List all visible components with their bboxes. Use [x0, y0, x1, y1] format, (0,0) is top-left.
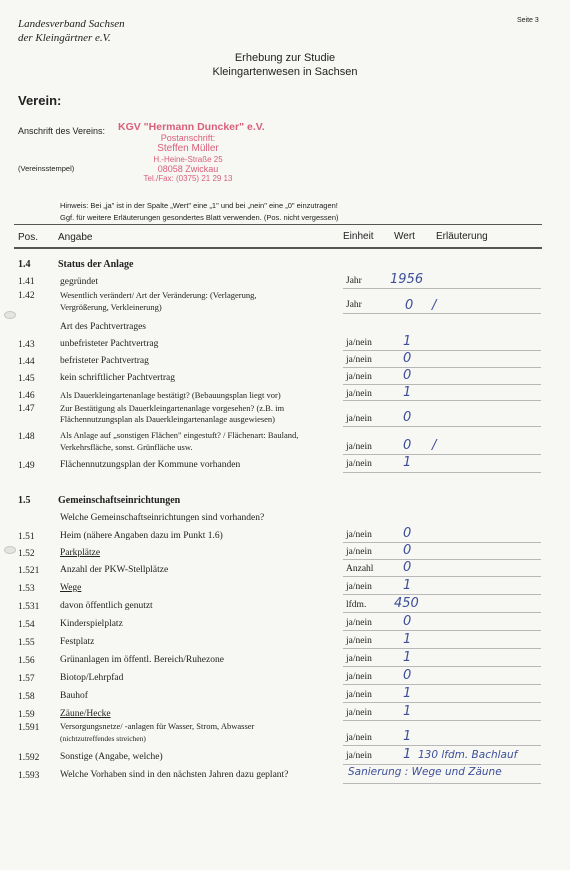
row-line [343, 630, 541, 631]
column-header-erlaeuterung: Erläuterung [436, 231, 488, 242]
page-number: Seite 3 [517, 17, 539, 24]
row-pos: 1.54 [18, 620, 35, 630]
row-text: Grünanlagen im öffentl. Bereich/Ruhezone [60, 655, 224, 665]
row-line [343, 288, 541, 289]
row-value: 1 [403, 747, 412, 762]
row-value: 0 [403, 560, 412, 575]
row-text: Sonstige (Angabe, welche) [60, 752, 163, 762]
row-unit: Anzahl [346, 564, 374, 574]
row-value: 0 [403, 438, 412, 453]
row-pos: 1.59 [18, 710, 35, 720]
stamp-postal-label: Postanschrift: [160, 133, 216, 143]
row-value: 0 [403, 543, 412, 558]
row-text: Parkplätze [60, 548, 101, 558]
row-value: 450 [394, 596, 419, 611]
row-line [343, 350, 541, 351]
column-header-wert: Wert [394, 231, 415, 242]
row-value: 0 [403, 668, 412, 683]
row-text: Zäune/Hecke [60, 709, 111, 719]
column-header-einheit: Einheit [343, 231, 374, 242]
row-line [343, 542, 541, 543]
row-value: 0 [403, 614, 412, 629]
org-name-line1: Landesverband Sachsen [18, 18, 125, 30]
row-line [343, 367, 541, 368]
row-pos: 1.53 [18, 584, 35, 594]
row-value: 1 [403, 632, 412, 647]
row-pos: 1.45 [18, 374, 35, 384]
row-line [343, 594, 541, 595]
row-line [343, 702, 541, 703]
row-line [343, 684, 541, 685]
row-text: Biotop/Lehrpfad [60, 673, 124, 683]
row-pos: 1.593 [18, 771, 40, 781]
stamp-label: (Vereinsstempel) [18, 164, 75, 173]
row-unit: ja/nein [346, 751, 372, 761]
row-pos: 1.52 [18, 549, 35, 559]
row-pos: 1.531 [18, 602, 40, 612]
row-note: / [432, 298, 437, 313]
row-pos: 1.46 [18, 391, 35, 401]
row-unit: ja/nein [346, 733, 372, 743]
stamp-street: H.-Heine-Straße 25 [153, 155, 223, 164]
row-pos: 1.58 [18, 692, 35, 702]
stamp-name: KGV "Hermann Duncker" e.V. [118, 121, 265, 133]
row-unit: ja/nein [346, 690, 372, 700]
row-line [343, 783, 541, 784]
row-text: Anzahl der PKW-Stellplätze [60, 565, 169, 575]
row-value: 1 [403, 578, 412, 593]
stamp-city: 08058 Zwickau [157, 164, 219, 174]
row-unit: lfdm. [346, 600, 367, 610]
row-text: befristeter Pachtvertrag [60, 356, 149, 366]
row-pos: 1.41 [18, 277, 35, 287]
row-line [343, 720, 541, 721]
row-line [343, 472, 541, 473]
column-header-pos: Pos. [18, 232, 39, 243]
row-pos: 1.592 [18, 753, 40, 763]
row-pos: 1.591 [18, 723, 40, 733]
row-unit: ja/nein [346, 582, 372, 592]
row-unit: ja/nein [346, 547, 372, 557]
row-value: 1 [403, 686, 412, 701]
row-pos: 1.49 [18, 461, 35, 471]
stamp-person: Steffen Müller [157, 143, 219, 154]
row-unit: ja/nein [346, 355, 372, 365]
document-title-line1: Erhebung zur Studie [234, 52, 336, 64]
row-pos: 1.56 [18, 656, 35, 666]
row-value: 1 [403, 455, 412, 470]
association-stamp [118, 121, 265, 184]
row-line [343, 612, 541, 613]
row-line [343, 384, 541, 385]
row-unit: Jahr [346, 300, 362, 310]
row-text-line1: Als Anlage auf „sonstigen Flächen" eingestuft? / Flächenart: Bauland, [60, 430, 299, 440]
row-line [343, 454, 541, 455]
row-pos: 1.57 [18, 674, 35, 684]
verein-heading: Verein: [18, 93, 62, 108]
row-unit: ja/nein [346, 372, 372, 382]
row-value: 1 [403, 729, 412, 744]
row-text: Heim (nähere Angaben dazu im Punkt 1.6) [60, 531, 223, 541]
row-unit: ja/nein [346, 459, 372, 469]
row-unit: ja/nein [346, 672, 372, 682]
punch-hole [4, 311, 16, 319]
row-pos: 1.43 [18, 340, 35, 350]
row-unit: ja/nein [346, 636, 372, 646]
section-pos: 1.5 [18, 495, 31, 506]
row-value: 0 [403, 368, 412, 383]
row-text: Festplatz [60, 637, 95, 647]
row-text: Als Dauerkleingartenanlage bestätigt? (Bebauungsplan liegt vor) [60, 390, 281, 400]
row-line [343, 666, 541, 667]
row-text: Welche Vorhaben sind in den nächsten Jahren dazu geplant? [60, 770, 289, 780]
row-value: Sanierung : Wege und Zäune [348, 766, 502, 778]
row-value: 1956 [390, 272, 424, 287]
section-title: Status der Anlage [58, 259, 134, 270]
row-unit: ja/nein [346, 442, 372, 452]
row-pos: 1.55 [18, 638, 35, 648]
row-unit: ja/nein [346, 708, 372, 718]
row-text: Wege [60, 583, 82, 593]
subheading: Art des Pachtvertrages [60, 322, 146, 332]
row-value: 1 [403, 334, 412, 349]
row-unit: ja/nein [346, 414, 372, 424]
header-separator [14, 247, 542, 249]
row-value: 0 [403, 526, 412, 541]
org-name-line2: der Kleingärtner e.V. [18, 32, 111, 44]
row-text: Bauhof [60, 691, 88, 701]
address-label: Anschrift des Vereins: [18, 126, 106, 136]
hint-separator [14, 224, 542, 225]
row-line [343, 400, 541, 401]
subheading: Welche Gemeinschaftseinrichtungen sind vorhanden? [60, 513, 265, 523]
hint-line1: Hinweis: Bei „ja" ist in der Spalte „Wert" eine „1" und bei „nein" eine „0" einzutragen! [60, 201, 338, 210]
row-value: 0 [405, 298, 414, 313]
row-pos: 1.51 [18, 532, 35, 542]
row-text-line2: (nichtzutreffendes streichen) [60, 734, 146, 743]
row-pos: 1.521 [18, 566, 40, 576]
punch-hole [4, 546, 16, 554]
row-value: 0 [403, 410, 412, 425]
row-unit: ja/nein [346, 389, 372, 399]
row-pos: 1.44 [18, 357, 35, 367]
row-pos: 1.48 [18, 432, 35, 442]
row-unit: ja/nein [346, 618, 372, 628]
section-title: Gemeinschaftseinrichtungen [58, 495, 181, 506]
row-line [343, 313, 541, 314]
row-text: kein schriftlicher Pachtvertrag [60, 373, 176, 383]
row-line [343, 745, 541, 746]
column-header-angabe: Angabe [58, 232, 93, 243]
row-text-line1: Wesentlich verändert/ Art der Veränderung: (Verlagerung, [60, 290, 257, 300]
row-text: unbefristeter Pachtvertrag [60, 339, 159, 349]
stamp-phone: Tel./Fax: (0375) 21 29 13 [143, 174, 233, 183]
row-unit: ja/nein [346, 530, 372, 540]
row-value: 1 [403, 704, 412, 719]
row-text: gegründet [60, 277, 98, 287]
row-value: 1 [403, 385, 412, 400]
row-value: 1 [403, 650, 412, 665]
row-line [343, 559, 541, 560]
section-pos: 1.4 [18, 259, 31, 270]
row-value: 0 [403, 351, 412, 366]
row-text-line2: Vergrößerung, Verkleinerung) [60, 302, 162, 312]
row-note: 130 lfdm. Bachlauf [418, 749, 518, 761]
row-note: / [432, 438, 437, 453]
row-unit: ja/nein [346, 654, 372, 664]
row-pos: 1.42 [18, 291, 35, 301]
row-unit: ja/nein [346, 338, 372, 348]
row-line [343, 576, 541, 577]
row-line [343, 426, 541, 427]
row-pos: 1.47 [18, 404, 35, 414]
row-text-line2: Flächennutzungsplan als Dauerkleingartenanlage ausgewiesen) [60, 414, 276, 424]
hint-line2: Ggf. für weitere Erläuterungen gesondertes Blatt verwenden. (Pos. nicht vergessen) [60, 213, 339, 222]
row-text: Kinderspielplatz [60, 619, 123, 629]
row-text-line1: Zur Bestätigung als Dauerkleingartenanlage vorgesehen? (z.B. im [60, 403, 285, 413]
row-unit: Jahr [346, 276, 362, 286]
row-line [343, 764, 541, 765]
row-text: davon öffentlich genutzt [60, 601, 153, 611]
document-title-line2: Kleingartenwesen in Sachsen [212, 66, 358, 78]
row-text-line1: Versorgungsnetze/ -anlagen für Wasser, Strom, Abwasser [60, 721, 255, 731]
row-line [343, 648, 541, 649]
row-text: Flächennutzungsplan der Kommune vorhanden [60, 460, 241, 470]
row-text-line2: Verkehrsfläche, sonst. Grünfläche usw. [60, 442, 193, 452]
